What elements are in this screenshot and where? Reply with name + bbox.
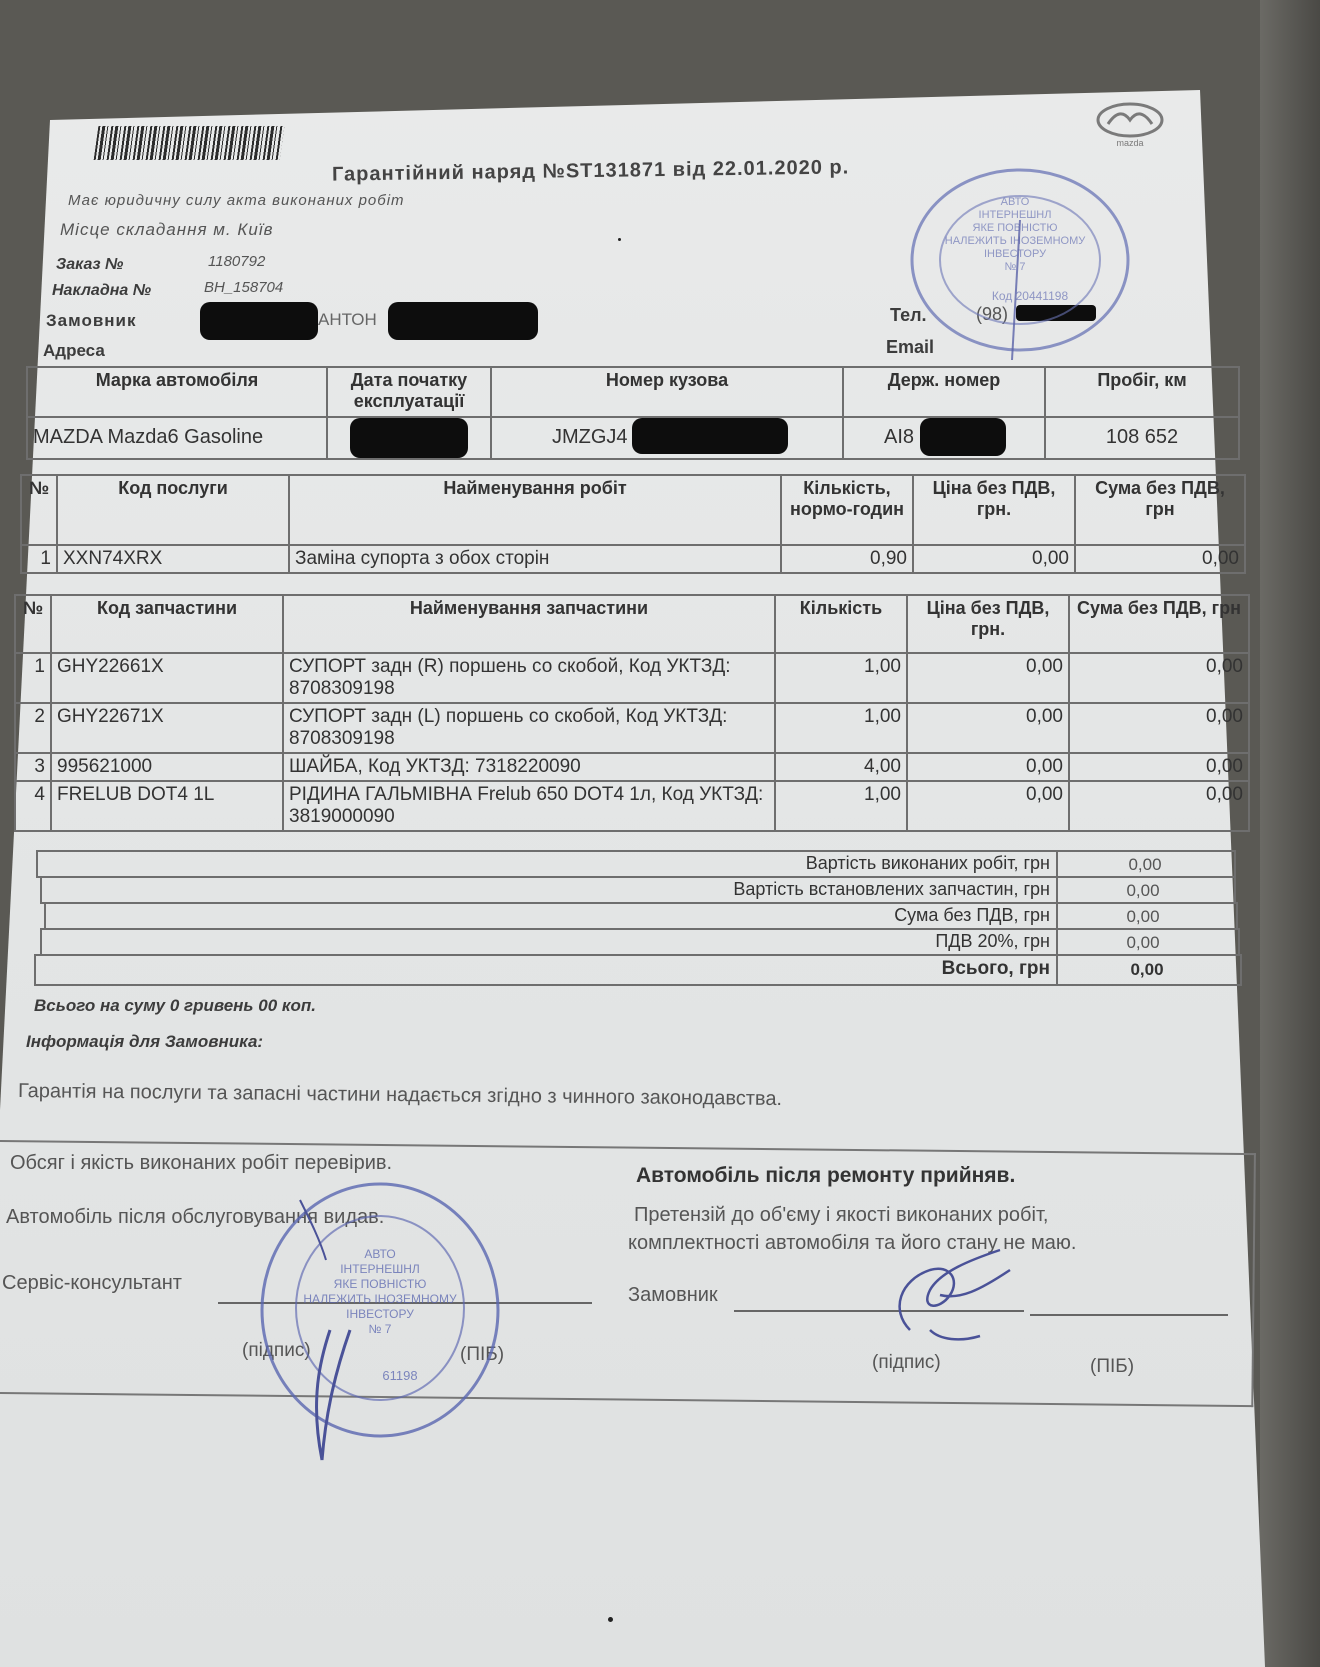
warranty-text: Гарантія на послуги та запасні частини надається згідно з чинного законодавства. [17, 1080, 783, 1111]
parts-header: № [15, 595, 51, 653]
stamp-line: ІНВЕСТОРУ [346, 1307, 414, 1321]
total-row [34, 954, 1242, 986]
part-sum: 0,00 [1069, 753, 1249, 781]
part-no: 3 [15, 753, 51, 781]
works-header: Ціна без ПДВ, грн. [913, 475, 1075, 545]
stamp-line: ІНТЕРНЕШНЛ [340, 1262, 420, 1276]
legal-note: Має юридичну силу акта виконаних робіт [68, 192, 405, 209]
part-qty: 1,00 [775, 781, 907, 831]
part-sum: 0,00 [1069, 781, 1249, 831]
part-sum: 0,00 [1069, 703, 1249, 753]
stamp-line: ІНВЕСТОРУ [983, 248, 1047, 260]
background-edge [1260, 0, 1320, 1667]
name-caption-left: (ПІБ) [460, 1344, 505, 1365]
consultant-label: Сервіс-консультант [2, 1272, 182, 1294]
redaction [632, 418, 788, 454]
vehicle-header: Держ. номер [843, 367, 1045, 417]
stamp-line: НАЛЕЖИТЬ ІНОЗЕМНОМУ [944, 235, 1086, 247]
works-header: Найменування робіт [289, 475, 781, 545]
part-code: GHY22661X [51, 653, 283, 703]
part-price: 0,00 [907, 753, 1069, 781]
works-header: № [21, 475, 57, 545]
part-price: 0,00 [907, 703, 1069, 753]
invoice-label: Накладна № [52, 282, 152, 299]
barcode [94, 126, 285, 160]
email-label: Email [886, 337, 935, 357]
total-label: Сума без ПДВ, грн [894, 905, 1050, 925]
part-no: 2 [15, 703, 51, 753]
order-label: Заказ № [56, 256, 124, 273]
checked-text: Обсяг і якість виконаних робіт перевірив. [10, 1152, 393, 1174]
vehicle-header: Марка автомобіля [27, 367, 327, 417]
part-code: 995621000 [51, 753, 283, 781]
total-value: 0,00 [1126, 933, 1160, 952]
works-price: 0,00 [913, 545, 1075, 573]
works-qty: 0,90 [781, 545, 913, 573]
grand-total-label: Всього, грн [941, 958, 1050, 979]
name-caption-right: (ПІБ) [1090, 1356, 1135, 1377]
total-value: 0,00 [1126, 907, 1160, 926]
total-label: ПДВ 20%, грн [935, 931, 1050, 951]
total-value: 0,00 [1126, 881, 1160, 900]
speck [608, 1617, 613, 1622]
issued-text: Автомобіль після обслуговування видав. [6, 1206, 385, 1228]
company-stamp-icon [900, 160, 1140, 360]
phone-value: (98) [976, 304, 1009, 324]
table-row [21, 545, 1245, 573]
no-claims-line-1: Претензій до об'єму і якості виконаних робіт, [634, 1204, 1049, 1226]
part-price: 0,00 [907, 781, 1069, 831]
redaction [350, 418, 468, 458]
order-value: 1180792 [208, 253, 266, 270]
stamp-line: № 7 [1004, 261, 1026, 273]
no-claims-line-2: комплектності автомобіля та його стану не маю. [628, 1232, 1077, 1254]
stamp-line: АВТО [364, 1247, 396, 1261]
parts-header: Ціна без ПДВ, грн. [907, 595, 1069, 653]
stamp-line: ЯКЕ ПОВНІСТЮ [972, 222, 1058, 234]
parts-table [14, 594, 1250, 832]
part-no: 4 [15, 781, 51, 831]
stamp-line: АВТО [1000, 196, 1030, 208]
total-row [40, 928, 1240, 956]
stamp-line: ІНТЕРНЕШНЛ [978, 209, 1052, 221]
logo-text: mazda [1116, 138, 1144, 148]
part-price: 0,00 [907, 653, 1069, 703]
place: Місце складання м. Київ [60, 220, 274, 239]
works-sum: 0,00 [1075, 545, 1245, 573]
signature-box [0, 1140, 1256, 1407]
part-code: FRELUB DOT4 1L [51, 781, 283, 831]
customer-name-line [1030, 1314, 1228, 1316]
document-title: Гарантійний наряд №ST131871 від 22.01.2020 р. [331, 156, 850, 186]
table-row [15, 703, 1249, 753]
stamp-line: № 7 [368, 1322, 392, 1336]
mazda-logo-icon [1090, 100, 1170, 150]
total-label: Вартість встановлених запчастин, грн [733, 879, 1050, 899]
redaction [920, 418, 1006, 456]
stamp-code: Код 20441198 [991, 289, 1069, 303]
works-table [20, 474, 1246, 574]
invoice-value: ВН_158704 [204, 279, 284, 296]
stamp-line: НАЛЕЖИТЬ ІНОЗЕМНОМУ [303, 1292, 457, 1306]
info-label: Інформація для Замовника: [26, 1032, 264, 1051]
total-label: Вартість виконаних робіт, грн [805, 853, 1050, 873]
vehicle-plate: AI8 [843, 417, 1045, 459]
part-name: СУПОРТ задн (L) поршень со скобой, Код УКТЗД: 8708309198 [283, 703, 775, 753]
part-qty: 1,00 [775, 703, 907, 753]
address-label: Адреса [43, 341, 105, 360]
customer-label: Замовник [46, 311, 137, 330]
stamp-code: 61198 [382, 1368, 418, 1383]
table-row [15, 753, 1249, 781]
total-value: 0,00 [1128, 855, 1162, 874]
part-name: СУПОРТ задн (R) поршень со скобой, Код УКТЗД: 8708309198 [283, 653, 775, 703]
customer-sign-label: Замовник [628, 1284, 718, 1306]
part-code: GHY22671X [51, 703, 283, 753]
grand-total-value: 0,00 [1130, 960, 1164, 979]
vehicle-mileage: 108 652 [1045, 417, 1239, 459]
service-stamp-icon [240, 1180, 520, 1470]
works-header: Кількість, нормо-годин [781, 475, 913, 545]
part-no: 1 [15, 653, 51, 703]
vehicle-vin: JMZGJ4 [491, 417, 843, 459]
table-row [15, 653, 1249, 703]
total-row [44, 902, 1238, 930]
part-qty: 1,00 [775, 653, 907, 703]
part-name: РІДИНА ГАЛЬМІВНА Frelub 650 DOT4 1л, Код УКТЗД: 3819000090 [283, 781, 775, 831]
part-sum: 0,00 [1069, 653, 1249, 703]
works-code: XXN74XRX [57, 545, 289, 573]
vehicle-header: Дата початку експлуатації [327, 367, 491, 417]
part-name: ШАЙБА, Код УКТЗД: 7318220090 [283, 753, 775, 781]
phone-label: Тел. [890, 305, 927, 325]
part-qty: 4,00 [775, 753, 907, 781]
signature-caption-left: (підпис) [242, 1340, 311, 1361]
parts-header: Найменування запчастини [283, 595, 775, 653]
vehicle-header: Номер кузова [491, 367, 843, 417]
parts-header: Кількість [775, 595, 907, 653]
vehicle-header: Пробіг, км [1045, 367, 1239, 417]
works-name: Заміна супорта з обох сторін [289, 545, 781, 573]
works-no: 1 [21, 545, 57, 573]
customer-signature-icon [880, 1240, 1040, 1350]
vehicle-make: MAZDA Mazda6 Gasoline [27, 417, 327, 459]
works-header: Сума без ПДВ, грн [1075, 475, 1245, 545]
accepted-text: Автомобіль після ремонту прийняв. [636, 1164, 1016, 1187]
table-row [15, 781, 1249, 831]
speck [618, 238, 621, 241]
sum-in-words: Всього на суму 0 гривень 00 коп. [34, 996, 316, 1015]
parts-header: Код запчастини [51, 595, 283, 653]
redaction [200, 302, 318, 340]
stamp-line: ЯКЕ ПОВНІСТЮ [333, 1277, 427, 1291]
parts-header: Сума без ПДВ, грн [1069, 595, 1249, 653]
works-header: Код послуги [57, 475, 289, 545]
signature-caption-right: (підпис) [872, 1352, 941, 1373]
redaction [388, 302, 538, 340]
customer-value: АНТОН [318, 310, 377, 329]
